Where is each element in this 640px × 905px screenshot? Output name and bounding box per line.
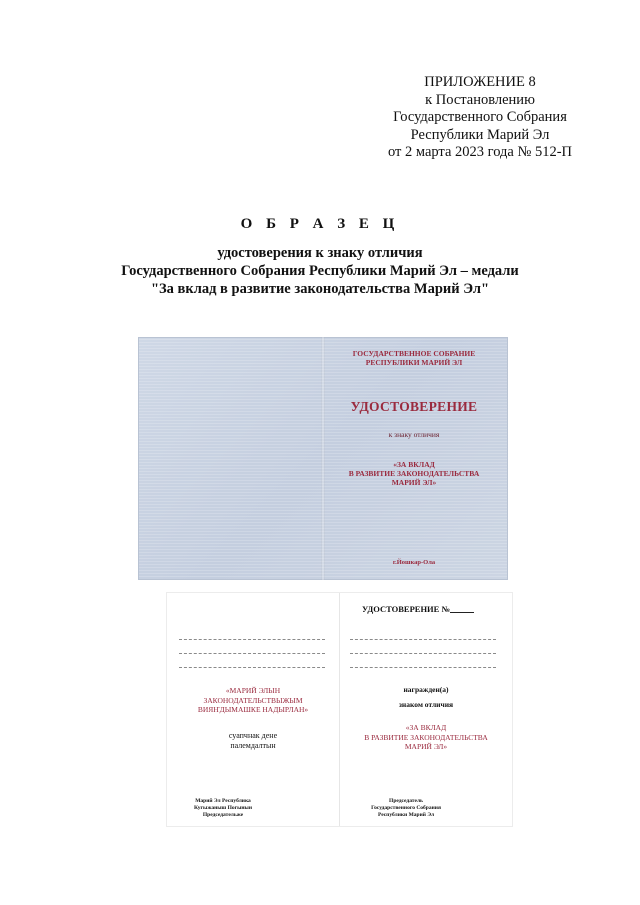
sample-title: О Б Р А З Е Ц bbox=[240, 216, 400, 232]
certificate-number bbox=[362, 604, 474, 614]
appendix-line: Республики Марий Эл bbox=[410, 126, 550, 143]
signature-line: Республики Марий Эл bbox=[377, 812, 435, 818]
cover-document-title: УДОСТОВЕРЕНИЕ bbox=[350, 399, 478, 414]
blank-line bbox=[179, 639, 325, 640]
signature-line: Председательже bbox=[202, 812, 244, 818]
signature-line: Марий Эл Республика bbox=[195, 798, 251, 804]
appendix-line: ПРИЛОЖЕНИЕ 8 bbox=[424, 74, 536, 90]
awarded-label: награжден(а) bbox=[403, 685, 449, 694]
cover-org-line: ГОСУДАРСТВЕННОЕ СОБРАНИЕ bbox=[352, 349, 476, 358]
inside-left-page bbox=[167, 593, 339, 826]
mari-title-line: ЗАКОНОДАТЕЛЬСТВЫЖЫМ bbox=[203, 695, 303, 705]
cover-front bbox=[334, 337, 494, 580]
blank-line bbox=[179, 653, 325, 654]
mari-medal-name bbox=[167, 686, 339, 715]
cover-city: г.Йошкар-Ола bbox=[392, 559, 436, 566]
inside-medal-line: В РАЗВИТИЕ ЗАКОНОДАТЕЛЬСТВА bbox=[364, 732, 488, 742]
certificate-number-label: УДОСТОВЕРЕНИЕ № bbox=[362, 604, 451, 614]
inside-medal-line: МАРИЙ ЭЛ» bbox=[404, 742, 448, 751]
mari-title-line: ВИЯҤДЫМАШКЕ НАДЫРЛАН» bbox=[197, 705, 309, 714]
certificate-inside bbox=[166, 592, 513, 827]
inside-right-page bbox=[340, 593, 512, 826]
cover-medal-line: МАРИЙ ЭЛ» bbox=[391, 478, 437, 487]
inside-medal-name bbox=[340, 723, 512, 752]
number-blank bbox=[450, 612, 474, 613]
mari-award-line: палемдалтын bbox=[230, 741, 276, 750]
signature-line: Кугыжаныш Погынын bbox=[193, 805, 253, 811]
signature-line: Государственного Собрания bbox=[371, 805, 441, 811]
blank-line bbox=[179, 667, 325, 668]
blank-line bbox=[350, 639, 496, 640]
certificate-cover bbox=[138, 337, 508, 580]
mari-award-line: суапчнак дене bbox=[228, 731, 278, 740]
mari-signature-block bbox=[137, 798, 309, 819]
cover-medal-name bbox=[334, 460, 494, 487]
mari-title-line: «МАРИЙ ЭЛЫН bbox=[225, 686, 281, 695]
appendix-line: Государственного Собрания bbox=[393, 109, 567, 125]
subtitle-line: "За вклад в развитие законодательства Марий Эл" bbox=[150, 281, 490, 297]
document-subtitle bbox=[60, 244, 580, 298]
cover-kind: к знаку отличия bbox=[388, 430, 440, 439]
blank-line bbox=[350, 653, 496, 654]
mari-award-text bbox=[167, 731, 339, 751]
cover-fold bbox=[321, 337, 325, 580]
chair-signature-block bbox=[320, 798, 492, 819]
cover-medal-line: «ЗА ВКЛАД bbox=[393, 460, 435, 469]
badge-label: знаком отличия bbox=[398, 700, 454, 709]
appendix-header bbox=[360, 74, 600, 162]
subtitle-line: Государственного Собрания Республики Марий Эл – медали bbox=[121, 263, 519, 279]
cover-org-line: РЕСПУБЛИКИ МАРИЙ ЭЛ bbox=[365, 358, 463, 367]
cover-medal-line: В РАЗВИТИЕ ЗАКОНОДАТЕЛЬСТВА bbox=[348, 469, 480, 478]
signature-line: Председатель bbox=[389, 798, 423, 804]
appendix-line: от 2 марта 2023 года № 512-П bbox=[387, 144, 573, 160]
appendix-line: к Постановлению bbox=[425, 91, 535, 108]
blank-line bbox=[350, 667, 496, 668]
cover-organization bbox=[334, 349, 494, 367]
subtitle-line: удостоверения к знаку отличия bbox=[217, 245, 423, 261]
inside-medal-line: «ЗА ВКЛАД bbox=[405, 723, 447, 732]
